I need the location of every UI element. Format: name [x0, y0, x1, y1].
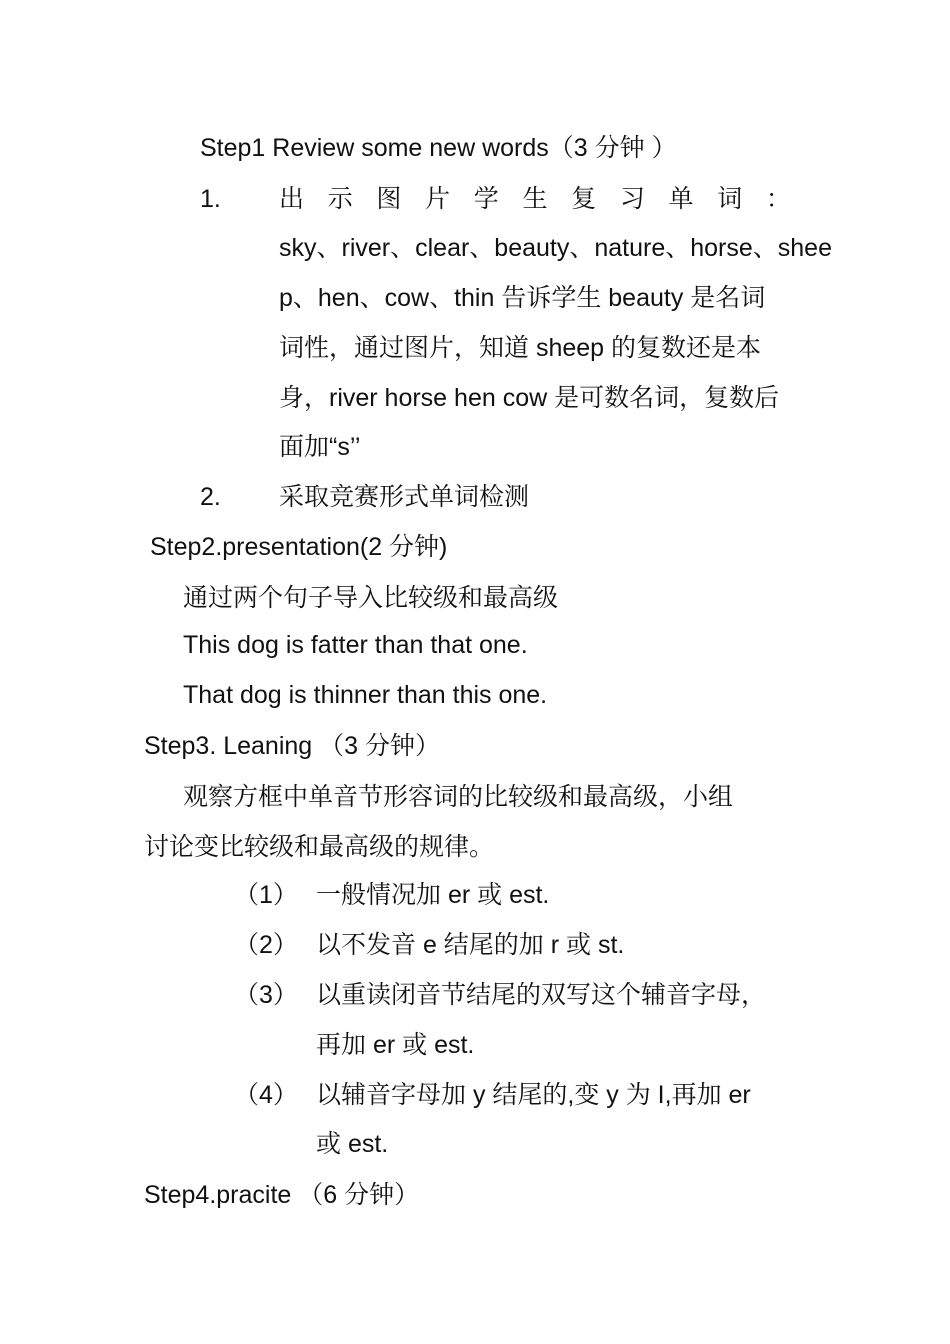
char: 图: [376, 185, 402, 213]
char: 复: [571, 185, 597, 213]
step3-rule-number: （2）: [234, 931, 298, 959]
char: 词: [717, 185, 743, 213]
step3-heading: Step3. Leaning （3 分钟）: [144, 732, 440, 760]
step3-rule-line: 一般情况加 er 或 est.: [316, 881, 550, 909]
step1-item2-text: 采取竞赛形式单词检测: [279, 483, 530, 511]
char: 片: [425, 185, 451, 213]
step3-intro-line: 观察方框中单音节形容词的比较级和最高级，小组: [183, 783, 734, 811]
char: 习: [619, 185, 645, 213]
char: 生: [522, 185, 548, 213]
step1-item1-line: 身，river horse hen cow 是可数名词，复数后: [279, 384, 780, 412]
char: 出: [279, 185, 305, 213]
step1-heading: Step1 Review some new words（3 分钟 ）: [200, 134, 677, 162]
step1-item1-number: 1.: [200, 185, 221, 213]
char: 单: [668, 185, 694, 213]
step3-rule-line: 以重读闭音节结尾的双写这个辅音字母，: [316, 981, 767, 1009]
step3-intro-line: 讨论变比较级和最高级的规律。: [144, 833, 495, 861]
step1-item1-line: 面加“s’’: [279, 433, 361, 461]
char: ：: [765, 185, 791, 213]
step3-rule-line: 以辅音字母加 y 结尾的,变 y 为 I,再加 er: [316, 1081, 751, 1109]
step3-rule-line: 以不发音 e 结尾的加 r 或 st.: [316, 931, 625, 959]
step1-item1-line: 词性，通过图片，知道 sheep 的复数还是本: [279, 334, 762, 362]
step2-line: That dog is thinner than this one.: [183, 681, 548, 709]
step2-heading: Step2.presentation(2 分钟): [150, 533, 448, 561]
step1-item1-line: sky、river、clear、beauty、nature、horse、shee: [279, 234, 832, 262]
step1-item2-number: 2.: [200, 483, 221, 511]
step3-rule-line: 或 est.: [316, 1130, 389, 1158]
step3-rule-line: 再加 er 或 est.: [316, 1031, 475, 1059]
step4-heading: Step4.pracite （6 分钟）: [144, 1181, 420, 1209]
step1-item1-line: p、hen、cow、thin 告诉学生 beauty 是名词: [279, 284, 766, 312]
char: 示: [327, 185, 353, 213]
char: 学: [473, 185, 499, 213]
step2-line: 通过两个句子导入比较级和最高级: [183, 584, 559, 612]
step3-rule-number: （1）: [234, 881, 298, 909]
step2-line: This dog is fatter than that one.: [183, 631, 528, 659]
step1-item1-first-line: [279, 184, 791, 214]
step3-rule-number: （4）: [234, 1081, 298, 1109]
step3-rule-number: （3）: [234, 981, 298, 1009]
